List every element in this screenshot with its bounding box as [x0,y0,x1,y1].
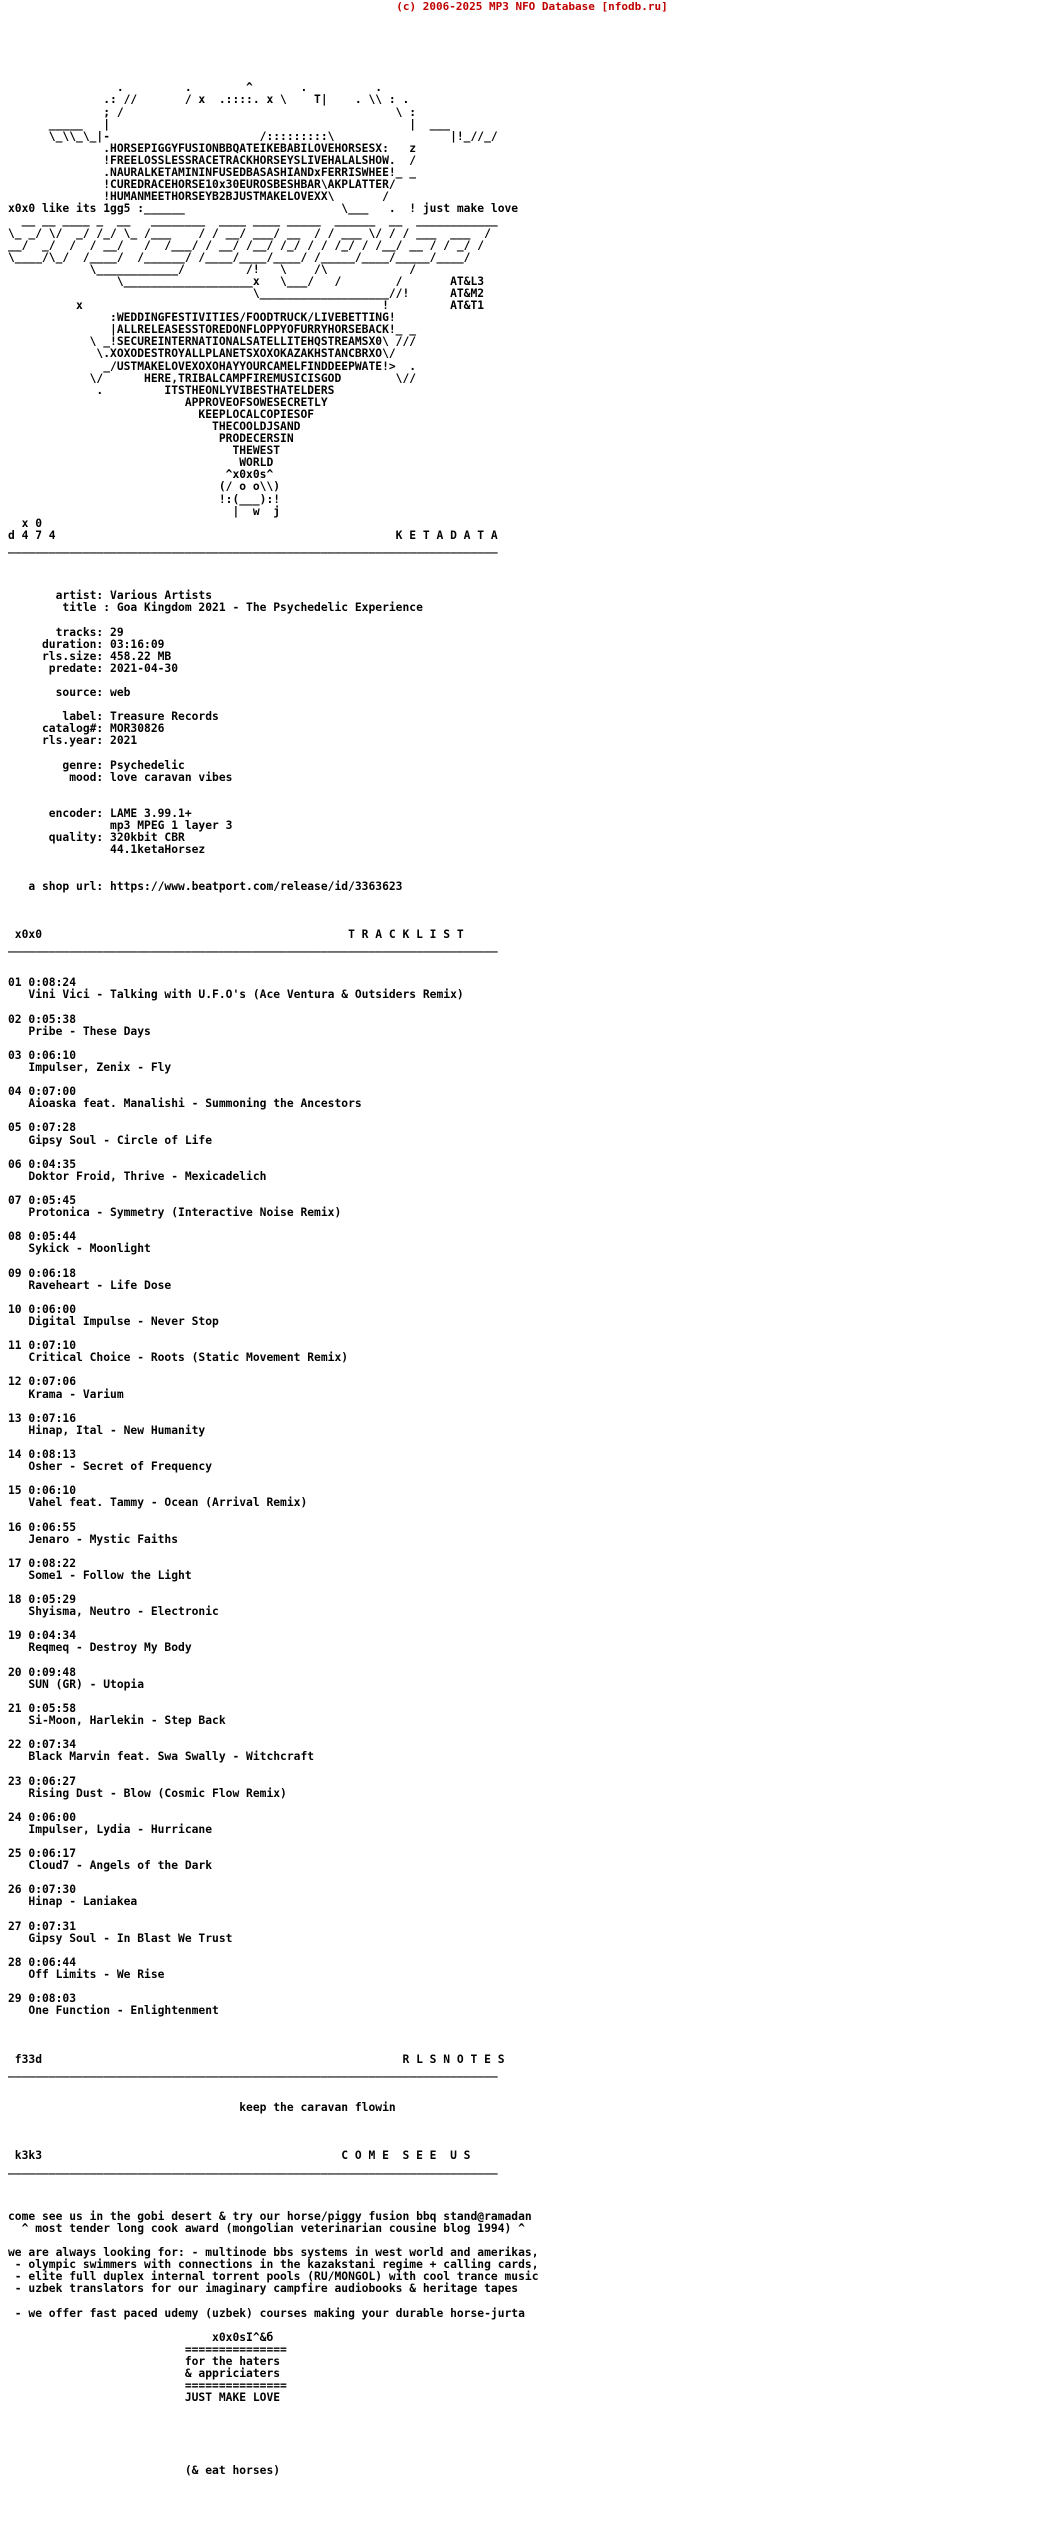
nfo-text: . . ^ . . .: // / x .::::. x \ T| . \\ : . ; / \ : _____ | | ___ \_\\_\_|- /:::::::::\ |!_//_/ .HORSEPIGGYFUSIONBBQATEIKEBABILOVEHORSESX: z !FREELOSSLESSRACETRACKHORSEYSLIVEHALALSHOW. / .NAURALKETAMININFUSEDBASASHIANDxFERRISWHEE!_ _ !CUREDRACEHORSE10x30EUROSBESHBAR\AKPLATTER/ !HUMANMEETHORSEYB2BJUSTMAKELOVEXX\ / x0x0 like its 1gg5 :______ \___ . ! just make love __ __ ____ _ __ ________ ____ ____ _____ ______ __ ____________ \_ _/ \/ _/ /_/ \_ /___ / / __/ ___/ __ / / ___ \/ / / ___ ___ / __/ _/ / / __/ / /___/ / __/ /__/ /_/ / / /_/ / /__/ __ / / _/ / \____/\_/ /____/ /______/ /____/____/____/ /_____/____/_____/____/ \____________/ /! \ /\ / \___________________x \___/ / / AT&L3 \___________________//! AT&M2 x ! AT&T1 :WEDDINGFESTIVITIES/FOODTRUCK/LIVEBETTING! |ALLRELEASESSTOREDONFLOPPYOFURRYHORSEBACK!_ _ \ _!SECUREINTERNATIONALSATELLITEHQSTREAMSX0\ /// \.XOXODESTROYALLPLANETSXOXOKAZAKHSTANCBRXO\/ _/USTMAKELOVEXOXOHAYYOURCAMELFINDDEEPWATE!> . \/ HERE,TRIBALCAMPFIREMUSICISGOD \// . ITSTHEONLYVIBESTHATELDERS APPROVEOFSOWESECRETLY KEEPLOCALCOPIESOF THECOOLDJSAND PRODECERSIN THEWEST WORLD ^x0x0s^ (/ o o\\) !:(___):! | w j x 0 d 4 7 4 K E T A D A T A ________________________________________________________________________ artist: Various Artists title : Goa Kingdom 2021 - The Psychedelic Experience tracks: 29 duration: 03:16:09 rls.size: 458.22 MB predate: 2021-04-30 source: web label: Treasure Records catalog#: MOR30826 rls.year: 2021 genre: Psychedelic mood: love caravan vibes encoder: LAME 3.99.1+ mp3 MPEG 1 layer 3 quality: 320kbit CBR 44.1ketaHorsez a shop url: https://www.beatport.com/release/id/3363623 x0x0 T R A C K L I S T ________________________________________________________________________ 01 0:08:24 Vini Vici - Talking with U.F.O's (Ace Ventura & Outsiders Remix) 02 0:05:38 Pribe - These Days 03 0:06:10 Impulser, Zenix - Fly 04 0:07:00 Aioaska feat. Manalishi - Summoning the Ancestors 05 0:07:28 Gipsy Soul - Circle of Life 06 0:04:35 Doktor Froid, Thrive - Mexicadelich 07 0:05:45 Protonica - Symmetry (Interactive Noise Remix) 08 0:05:44 Sykick - Moonlight 09 0:06:18 Raveheart - Life Dose 10 0:06:00 Digital Impulse - Never Stop 11 0:07:10 Critical Choice - Roots (Static Movement Remix) 12 0:07:06 Krama - Varium 13 0:07:16 Hinap, Ital - New Humanity 14 0:08:13 Osher - Secret of Frequency 15 0:06:10 Vahel feat. Tammy - Ocean (Arrival Remix) 16 0:06:55 Jenaro - Mystic Faiths 17 0:08:22 Some1 - Follow the Light 18 0:05:29 Shyisma, Neutro - Electronic 19 0:04:34 Reqmeq - Destroy My Body 20 0:09:48 SUN (GR) - Utopia 21 0:05:58 Si-Moon, Harlekin - Step Back 22 0:07:34 Black Marvin feat. Swa Swally - Witchcraft 23 0:06:27 Rising Dust - Blow (Cosmic Flow Remix) 24 0:06:00 Impulser, Lydia - Hurricane 25 0:06:17 Cloud7 - Angels of the Dark 26 0:07:30 Hinap - Laniakea 27 0:07:31 Gipsy Soul - In Blast We Trust 28 0:06:44 Off Limits - We Rise 29 0:08:03 One Function - Enlightenment f33d R L S N O T E S ________________________________________________________________________ keep the caravan flowin k3k3 C O M E S E E U S ________________________________________________________________________ come see us in the gobi desert & try our horse/piggy fusion bbq stand@ramadan ^ most tender long cook award (mongolian veterinarian cousine blog 1994) ^ we are always looking for: - multinode bbs systems in west world and amerikas, - olympic swimmers with connections in the kazakstani regime + calling cards, - elite full duplex internal torrent pools (RU/MONGOL) with cool trance music - uzbek translators for our imaginary campfire audiobooks & heritage tapes - we offer fast paced udemy (uzbek) courses making your durable horse-jurta x0x0sI^&б =============== for the haters & appriciaters =============== JUST MAKE LOVE (& eat horses) [8,81,539,2477]
site-banner: (c) 2006-2025 MP3 NFO Database [nfodb.ru] [396,0,668,13]
